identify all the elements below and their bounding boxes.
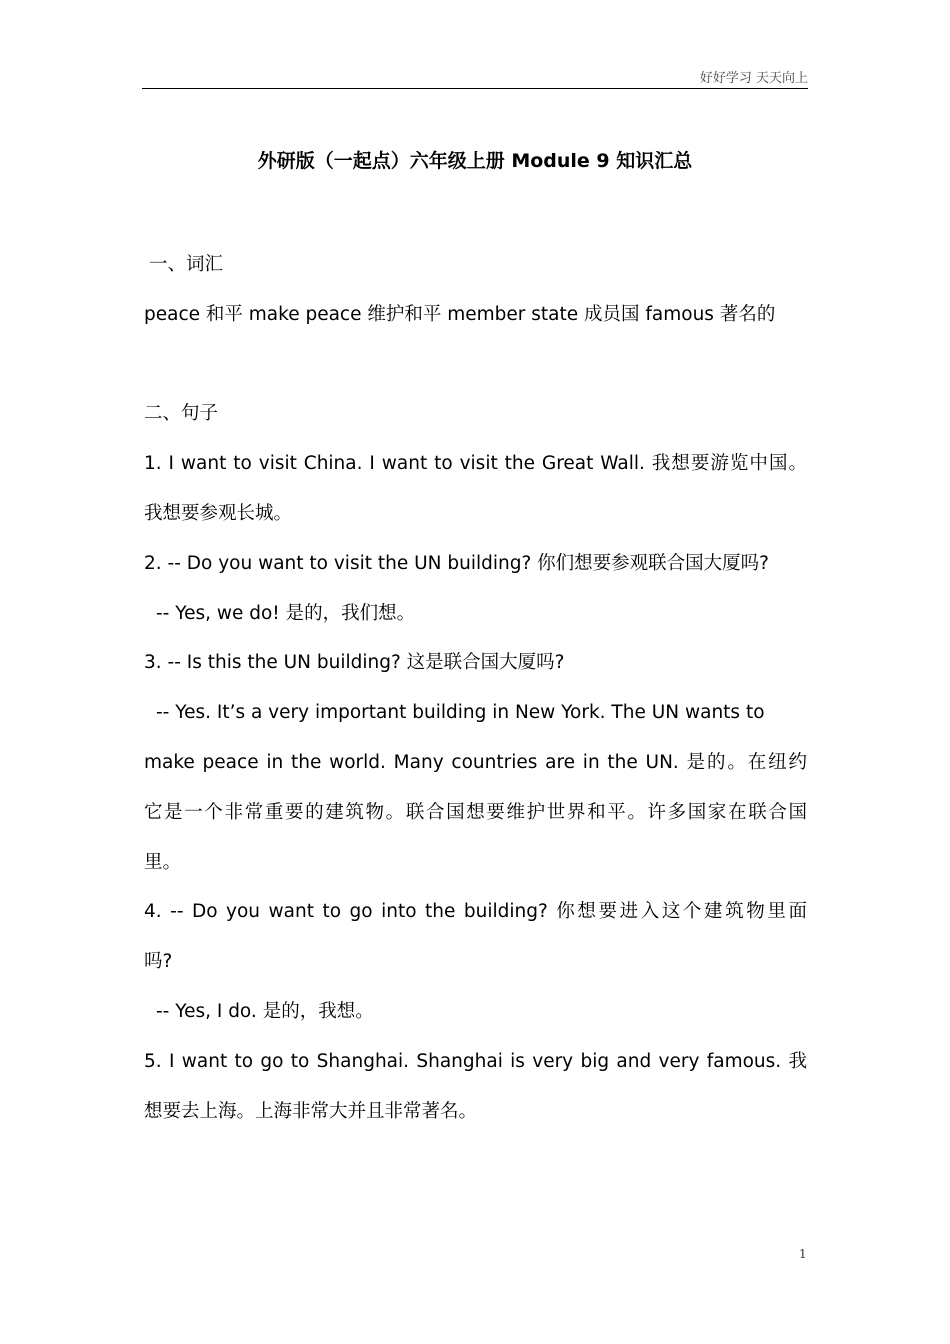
sentence-line: -- Yes, we do! 是的，我们想。 bbox=[156, 602, 416, 624]
sentence-line: 它是一个非常重要的建筑物。联合国想要维护世界和平。许多国家在联合国 bbox=[144, 801, 807, 823]
sentence-line: 5. I want to go to Shanghai. Shanghai is very big and very famous. 我 bbox=[144, 1050, 807, 1072]
sentence-line: -- Yes, I do. 是的，我想。 bbox=[156, 1000, 374, 1022]
page-header-motto: 好好学习 天天向上 bbox=[699, 71, 808, 86]
sentence-line: 3. -- Is this the UN building? 这是联合国大厦吗? bbox=[144, 652, 565, 674]
sentence-line: 想要去上海。上海非常大并且非常著名。 bbox=[144, 1100, 478, 1122]
sentence-line: 1. I want to visit China. I want to visit the Great Wall. 我想要游览中国。 bbox=[144, 453, 807, 475]
page-number: 1 bbox=[799, 1247, 807, 1261]
spacer bbox=[144, 340, 807, 390]
sentence-line: make peace in the world. Many countries are in the UN. 是的。在纽约 bbox=[144, 751, 807, 773]
document-body bbox=[144, 240, 807, 1136]
sentence-line: 吗? bbox=[144, 951, 173, 973]
section-heading-sentences: 二、句子 bbox=[144, 403, 219, 425]
document-title: 外研版（一起点）六年级上册 Module 9 知识汇总 bbox=[257, 150, 693, 172]
sentence-line: 里。 bbox=[144, 851, 182, 873]
sentence-line: 2. -- Do you want to visit the UN building? 你们想要参观联合国大厦吗? bbox=[144, 552, 769, 574]
section-heading-vocabulary: 一、词汇 bbox=[149, 254, 224, 275]
sentence-line: 4. -- Do you want to go into the building? 你想要进入这个建筑物里面 bbox=[144, 901, 807, 923]
sentence-line: 我想要参观长城。 bbox=[144, 502, 293, 524]
header-divider bbox=[142, 88, 808, 89]
vocabulary-line: peace 和平 make peace 维护和平 member state 成员国 famous 著名的 bbox=[144, 303, 776, 325]
sentence-line: -- Yes. It’s a very important building in New York. The UN wants to bbox=[156, 702, 765, 724]
